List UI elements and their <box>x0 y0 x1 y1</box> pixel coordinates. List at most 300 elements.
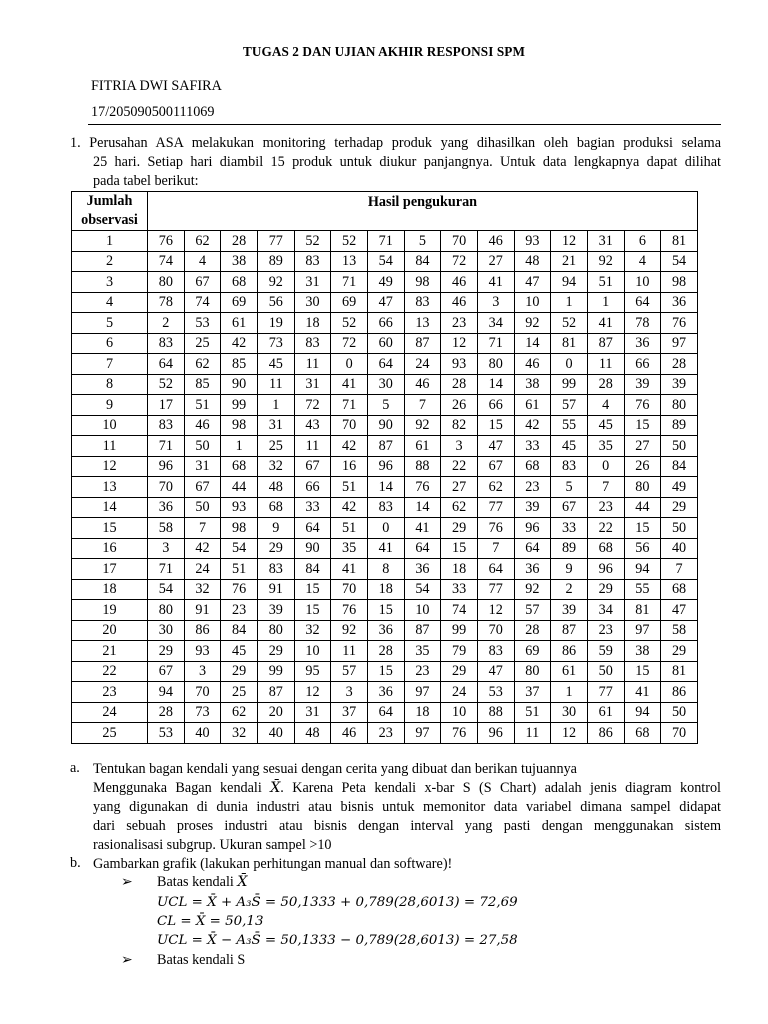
measurement-cell: 72 <box>441 251 478 272</box>
observation-number: 6 <box>72 333 148 354</box>
measurement-cell: 95 <box>294 661 331 682</box>
table-row <box>72 497 698 518</box>
measurement-cell: 32 <box>294 620 331 641</box>
measurement-cell: 55 <box>551 415 588 436</box>
measurement-cell: 41 <box>477 272 514 293</box>
measurement-cell: 42 <box>331 436 368 457</box>
measurement-cell: 90 <box>367 415 404 436</box>
observation-number: 1 <box>72 231 148 252</box>
measurement-cell: 81 <box>661 661 698 682</box>
measurement-cell: 22 <box>587 518 624 539</box>
measurement-cell: 54 <box>148 579 185 600</box>
measurement-cell: 94 <box>551 272 588 293</box>
measurement-cell: 29 <box>257 641 294 662</box>
measurement-cell: 96 <box>477 723 514 744</box>
measurement-cell: 70 <box>661 723 698 744</box>
measurement-cell: 47 <box>477 661 514 682</box>
measurement-cell: 78 <box>148 292 185 313</box>
measurement-cell: 59 <box>587 641 624 662</box>
measurement-cell: 93 <box>184 641 221 662</box>
measurement-cell: 41 <box>367 538 404 559</box>
measurement-cell: 76 <box>661 313 698 334</box>
measurement-cell: 29 <box>587 579 624 600</box>
measurement-cell: 84 <box>404 251 441 272</box>
author-name: FITRIA DWI SAFIRA <box>91 78 222 94</box>
measurement-cell: 74 <box>148 251 185 272</box>
table-row <box>72 354 698 375</box>
observation-number: 24 <box>72 702 148 723</box>
measurement-cell: 51 <box>331 518 368 539</box>
measurement-cell: 6 <box>624 231 661 252</box>
measurement-cell: 71 <box>148 559 185 580</box>
measurement-cell: 14 <box>477 374 514 395</box>
measurement-cell: 64 <box>294 518 331 539</box>
measurement-cell: 49 <box>661 477 698 498</box>
measurement-cell: 68 <box>624 723 661 744</box>
measurement-cell: 35 <box>331 538 368 559</box>
measurement-cell: 47 <box>661 600 698 621</box>
measurement-cell: 61 <box>404 436 441 457</box>
measurement-cell: 62 <box>441 497 478 518</box>
measurement-cell: 87 <box>367 436 404 457</box>
document-title: TUGAS 2 DAN UJIAN AKHIR RESPONSI SPM <box>242 44 526 59</box>
table-row <box>72 682 698 703</box>
measurement-cell: 71 <box>331 272 368 293</box>
measurement-cell: 56 <box>624 538 661 559</box>
measurement-cell: 35 <box>404 641 441 662</box>
measurement-cell: 87 <box>551 620 588 641</box>
observation-number: 9 <box>72 395 148 416</box>
measurement-cell: 0 <box>331 354 368 375</box>
measurement-cell: 39 <box>661 374 698 395</box>
measurement-cell: 67 <box>184 272 221 293</box>
measurement-cell: 46 <box>441 292 478 313</box>
measurement-cell: 33 <box>441 579 478 600</box>
measurement-cell: 3 <box>441 436 478 457</box>
measurement-cell: 40 <box>661 538 698 559</box>
measurement-cell: 46 <box>514 354 551 375</box>
measurement-cell: 7 <box>661 559 698 580</box>
measurement-cell: 11 <box>514 723 551 744</box>
measurement-cell: 0 <box>551 354 588 375</box>
measurement-cell: 80 <box>257 620 294 641</box>
measurement-cell: 30 <box>294 292 331 313</box>
measurement-cell: 74 <box>441 600 478 621</box>
measurement-cell: 69 <box>514 641 551 662</box>
measurement-cell: 64 <box>624 292 661 313</box>
measurement-cell: 12 <box>441 333 478 354</box>
measurement-cell: 31 <box>587 231 624 252</box>
measurement-cell: 4 <box>184 251 221 272</box>
measurement-cell: 7 <box>477 538 514 559</box>
measurement-cell: 37 <box>331 702 368 723</box>
measurement-cell: 70 <box>331 579 368 600</box>
measurement-cell: 33 <box>294 497 331 518</box>
measurement-cell: 2 <box>148 313 185 334</box>
measurement-cell: 61 <box>587 702 624 723</box>
table-row <box>72 313 698 334</box>
measurement-cell: 12 <box>551 723 588 744</box>
measurement-cell: 26 <box>624 456 661 477</box>
measurement-cell: 23 <box>404 661 441 682</box>
measurement-cell: 31 <box>257 415 294 436</box>
measurement-cell: 92 <box>514 579 551 600</box>
measurement-cell: 18 <box>367 579 404 600</box>
measurement-cell: 27 <box>441 477 478 498</box>
measurement-cell: 70 <box>331 415 368 436</box>
measurement-cell: 50 <box>661 702 698 723</box>
observation-number: 18 <box>72 579 148 600</box>
measurement-cell: 30 <box>551 702 588 723</box>
measurement-cell: 70 <box>477 620 514 641</box>
measurement-cell: 15 <box>441 538 478 559</box>
measurement-cell: 62 <box>184 354 221 375</box>
measurement-cell: 23 <box>441 313 478 334</box>
header-measurements: Hasil pengukuran <box>148 192 698 231</box>
measurement-cell: 98 <box>404 272 441 293</box>
measurement-cell: 71 <box>331 395 368 416</box>
measurement-cell: 70 <box>148 477 185 498</box>
measurement-cell: 36 <box>367 682 404 703</box>
measurement-cell: 41 <box>587 313 624 334</box>
measurement-cell: 10 <box>441 702 478 723</box>
measurement-cell: 33 <box>551 518 588 539</box>
formula-ucl: UCL = X̄ + A₃S̄ = 50,1333 + 0,789(28,6013) = 72,69 <box>157 895 518 910</box>
table-row <box>72 374 698 395</box>
measurement-cell: 52 <box>331 231 368 252</box>
observation-number: 16 <box>72 538 148 559</box>
observation-number: 8 <box>72 374 148 395</box>
measurement-cell: 57 <box>551 395 588 416</box>
table-row <box>72 395 698 416</box>
measurement-cell: 53 <box>148 723 185 744</box>
header-observation-line-1: Jumlah <box>86 193 133 209</box>
measurement-cell: 50 <box>587 661 624 682</box>
measurement-cell: 52 <box>148 374 185 395</box>
measurement-cell: 31 <box>294 702 331 723</box>
xbar-symbol: X̄ <box>237 874 248 890</box>
measurement-cell: 92 <box>404 415 441 436</box>
measurement-cell: 66 <box>477 395 514 416</box>
measurement-cell: 36 <box>661 292 698 313</box>
measurement-cell: 82 <box>441 415 478 436</box>
measurement-cell: 0 <box>587 456 624 477</box>
measurement-cell: 28 <box>661 354 698 375</box>
part-a-answer-line-3: dari sebuah proses industri atau bisnis dengan interval yang pasti dengan menggunakan sistem <box>93 818 721 834</box>
observation-number: 12 <box>72 456 148 477</box>
measurement-cell: 14 <box>514 333 551 354</box>
measurement-cell: 15 <box>624 415 661 436</box>
measurement-cell: 83 <box>294 333 331 354</box>
measurement-cell: 96 <box>514 518 551 539</box>
measurement-cell: 45 <box>257 354 294 375</box>
measurement-cell: 85 <box>221 354 258 375</box>
measurement-cell: 51 <box>514 702 551 723</box>
measurement-cell: 31 <box>184 456 221 477</box>
measurement-cell: 34 <box>587 600 624 621</box>
measurement-table <box>71 191 698 744</box>
measurement-cell: 66 <box>624 354 661 375</box>
measurement-cell: 71 <box>477 333 514 354</box>
measurement-cell: 93 <box>221 497 258 518</box>
observation-number: 11 <box>72 436 148 457</box>
observation-number: 4 <box>72 292 148 313</box>
observation-number: 10 <box>72 415 148 436</box>
part-a-block <box>93 760 721 855</box>
measurement-cell: 39 <box>257 600 294 621</box>
measurement-cell: 51 <box>184 395 221 416</box>
measurement-cell: 87 <box>404 620 441 641</box>
measurement-cell: 28 <box>441 374 478 395</box>
measurement-cell: 79 <box>441 641 478 662</box>
measurement-cell: 3 <box>148 538 185 559</box>
measurement-cell: 97 <box>404 682 441 703</box>
measurement-cell: 86 <box>661 682 698 703</box>
measurement-cell: 80 <box>148 600 185 621</box>
observation-number: 2 <box>72 251 148 272</box>
table-row <box>72 231 698 252</box>
arrow-bullet-icon: ➢ <box>121 874 133 890</box>
measurement-cell: 28 <box>367 641 404 662</box>
measurement-cell: 22 <box>441 456 478 477</box>
measurement-cell: 50 <box>184 497 221 518</box>
part-a-answer-line-1-post: . Karena Peta kendali x-bar S (S Chart) adalah jenis diagram kontrol <box>280 780 722 796</box>
measurement-cell: 66 <box>367 313 404 334</box>
measurement-cell: 96 <box>367 456 404 477</box>
measurement-cell: 71 <box>148 436 185 457</box>
measurement-cell: 88 <box>477 702 514 723</box>
measurement-cell: 68 <box>661 579 698 600</box>
measurement-cell: 15 <box>367 661 404 682</box>
measurement-cell: 3 <box>477 292 514 313</box>
observation-number: 14 <box>72 497 148 518</box>
measurement-cell: 68 <box>257 497 294 518</box>
measurement-cell: 69 <box>331 292 368 313</box>
measurement-cell: 91 <box>257 579 294 600</box>
measurement-cell: 43 <box>294 415 331 436</box>
measurement-cell: 29 <box>661 497 698 518</box>
measurement-cell: 10 <box>404 600 441 621</box>
measurement-cell: 7 <box>184 518 221 539</box>
measurement-cell: 56 <box>257 292 294 313</box>
measurement-cell: 51 <box>331 477 368 498</box>
header-observation-line-2: observasi <box>81 212 138 228</box>
arrow-bullet-icon: ➢ <box>121 952 133 968</box>
measurement-cell: 46 <box>331 723 368 744</box>
measurement-cell: 84 <box>294 559 331 580</box>
measurement-cell: 89 <box>551 538 588 559</box>
measurement-cell: 39 <box>514 497 551 518</box>
measurement-cell: 74 <box>184 292 221 313</box>
measurement-cell: 76 <box>441 723 478 744</box>
measurement-cell: 87 <box>404 333 441 354</box>
measurement-cell: 57 <box>331 661 368 682</box>
table-row <box>72 538 698 559</box>
measurement-cell: 98 <box>221 415 258 436</box>
observation-number: 5 <box>72 313 148 334</box>
measurement-cell: 88 <box>404 456 441 477</box>
measurement-cell: 67 <box>551 497 588 518</box>
measurement-cell: 64 <box>367 354 404 375</box>
observation-number: 21 <box>72 641 148 662</box>
bullet-xbar-limits <box>157 874 247 891</box>
measurement-cell: 9 <box>257 518 294 539</box>
measurement-cell: 83 <box>257 559 294 580</box>
measurement-cell: 9 <box>551 559 588 580</box>
measurement-cell: 89 <box>257 251 294 272</box>
measurement-cell: 80 <box>477 354 514 375</box>
measurement-cell: 61 <box>514 395 551 416</box>
observation-number: 22 <box>72 661 148 682</box>
measurement-cell: 41 <box>331 374 368 395</box>
table-row <box>72 518 698 539</box>
measurement-cell: 60 <box>367 333 404 354</box>
measurement-cell: 44 <box>221 477 258 498</box>
measurement-cell: 39 <box>624 374 661 395</box>
question-1-line-3: pada tabel berikut: <box>93 173 199 189</box>
measurement-cell: 5 <box>404 231 441 252</box>
measurement-cell: 24 <box>404 354 441 375</box>
measurement-cell: 23 <box>221 600 258 621</box>
measurement-cell: 54 <box>404 579 441 600</box>
measurement-cell: 25 <box>221 682 258 703</box>
measurement-cell: 28 <box>587 374 624 395</box>
student-id: 17/205090500111069 <box>91 104 215 120</box>
measurement-cell: 11 <box>294 354 331 375</box>
observation-number: 17 <box>72 559 148 580</box>
measurement-cell: 44 <box>624 497 661 518</box>
measurement-cell: 50 <box>661 436 698 457</box>
measurement-cell: 54 <box>221 538 258 559</box>
measurement-cell: 86 <box>184 620 221 641</box>
measurement-cell: 81 <box>551 333 588 354</box>
measurement-cell: 99 <box>441 620 478 641</box>
measurement-cell: 68 <box>514 456 551 477</box>
measurement-cell: 87 <box>587 333 624 354</box>
measurement-cell: 92 <box>331 620 368 641</box>
measurement-cell: 99 <box>257 661 294 682</box>
measurement-cell: 94 <box>148 682 185 703</box>
measurement-cell: 15 <box>294 600 331 621</box>
measurement-cell: 25 <box>257 436 294 457</box>
measurement-cell: 87 <box>257 682 294 703</box>
measurement-cell: 83 <box>148 333 185 354</box>
measurement-cell: 1 <box>587 292 624 313</box>
measurement-cell: 14 <box>404 497 441 518</box>
measurement-cell: 15 <box>294 579 331 600</box>
measurement-cell: 29 <box>257 538 294 559</box>
measurement-cell: 15 <box>624 661 661 682</box>
measurement-cell: 46 <box>441 272 478 293</box>
measurement-cell: 45 <box>551 436 588 457</box>
measurement-cell: 11 <box>331 641 368 662</box>
measurement-cell: 72 <box>294 395 331 416</box>
measurement-cell: 29 <box>661 641 698 662</box>
measurement-cell: 83 <box>294 251 331 272</box>
measurement-cell: 10 <box>294 641 331 662</box>
header-observation <box>72 192 148 231</box>
header-divider <box>88 124 721 125</box>
question-1-line-1: 1. Perusahan ASA melakukan monitoring terhadap produk yang dihasilkan oleh bagian produksi selama <box>70 135 721 151</box>
measurement-cell: 18 <box>294 313 331 334</box>
measurement-cell: 62 <box>184 231 221 252</box>
table-row <box>72 436 698 457</box>
xbar-symbol: X̄ <box>270 780 281 796</box>
observation-number: 25 <box>72 723 148 744</box>
observation-number: 13 <box>72 477 148 498</box>
measurement-cell: 91 <box>184 600 221 621</box>
measurement-cell: 42 <box>514 415 551 436</box>
measurement-cell: 81 <box>624 600 661 621</box>
measurement-cell: 68 <box>587 538 624 559</box>
measurement-cell: 28 <box>514 620 551 641</box>
measurement-cell: 12 <box>551 231 588 252</box>
measurement-cell: 96 <box>587 559 624 580</box>
measurement-cell: 54 <box>661 251 698 272</box>
measurement-cell: 30 <box>367 374 404 395</box>
measurement-cell: 50 <box>184 436 221 457</box>
measurement-cell: 71 <box>367 231 404 252</box>
measurement-cell: 93 <box>514 231 551 252</box>
measurement-cell: 15 <box>624 518 661 539</box>
measurement-cell: 99 <box>551 374 588 395</box>
observation-number: 15 <box>72 518 148 539</box>
part-a-label: a. <box>70 760 80 776</box>
measurement-cell: 7 <box>404 395 441 416</box>
measurement-cell: 42 <box>184 538 221 559</box>
measurement-cell: 13 <box>404 313 441 334</box>
measurement-cell: 81 <box>661 231 698 252</box>
measurement-cell: 11 <box>587 354 624 375</box>
table-row <box>72 600 698 621</box>
measurement-cell: 73 <box>257 333 294 354</box>
part-a-question: Tentukan bagan kendali yang sesuai dengan cerita yang dibuat dan berikan tujuannya <box>93 761 577 777</box>
measurement-cell: 29 <box>148 641 185 662</box>
measurement-cell: 67 <box>294 456 331 477</box>
measurement-cell: 23 <box>587 620 624 641</box>
measurement-cell: 1 <box>257 395 294 416</box>
measurement-cell: 21 <box>551 251 588 272</box>
measurement-cell: 83 <box>551 456 588 477</box>
measurement-cell: 48 <box>257 477 294 498</box>
measurement-cell: 24 <box>184 559 221 580</box>
measurement-cell: 17 <box>148 395 185 416</box>
measurement-cell: 58 <box>148 518 185 539</box>
table-row <box>72 333 698 354</box>
measurement-cell: 18 <box>441 559 478 580</box>
measurement-cell: 68 <box>221 456 258 477</box>
measurement-cell: 96 <box>148 456 185 477</box>
measurement-cell: 77 <box>477 579 514 600</box>
measurement-cell: 83 <box>477 641 514 662</box>
measurement-cell: 76 <box>404 477 441 498</box>
measurement-cell: 36 <box>624 333 661 354</box>
measurement-cell: 76 <box>331 600 368 621</box>
measurement-cell: 68 <box>221 272 258 293</box>
measurement-cell: 36 <box>514 559 551 580</box>
measurement-cell: 70 <box>184 682 221 703</box>
measurement-cell: 8 <box>367 559 404 580</box>
measurement-cell: 19 <box>257 313 294 334</box>
measurement-cell: 15 <box>477 415 514 436</box>
table-row <box>72 251 698 272</box>
measurement-cell: 86 <box>587 723 624 744</box>
measurement-cell: 12 <box>294 682 331 703</box>
measurement-cell: 47 <box>477 436 514 457</box>
measurement-cell: 92 <box>514 313 551 334</box>
measurement-cell: 5 <box>551 477 588 498</box>
measurement-cell: 18 <box>404 702 441 723</box>
